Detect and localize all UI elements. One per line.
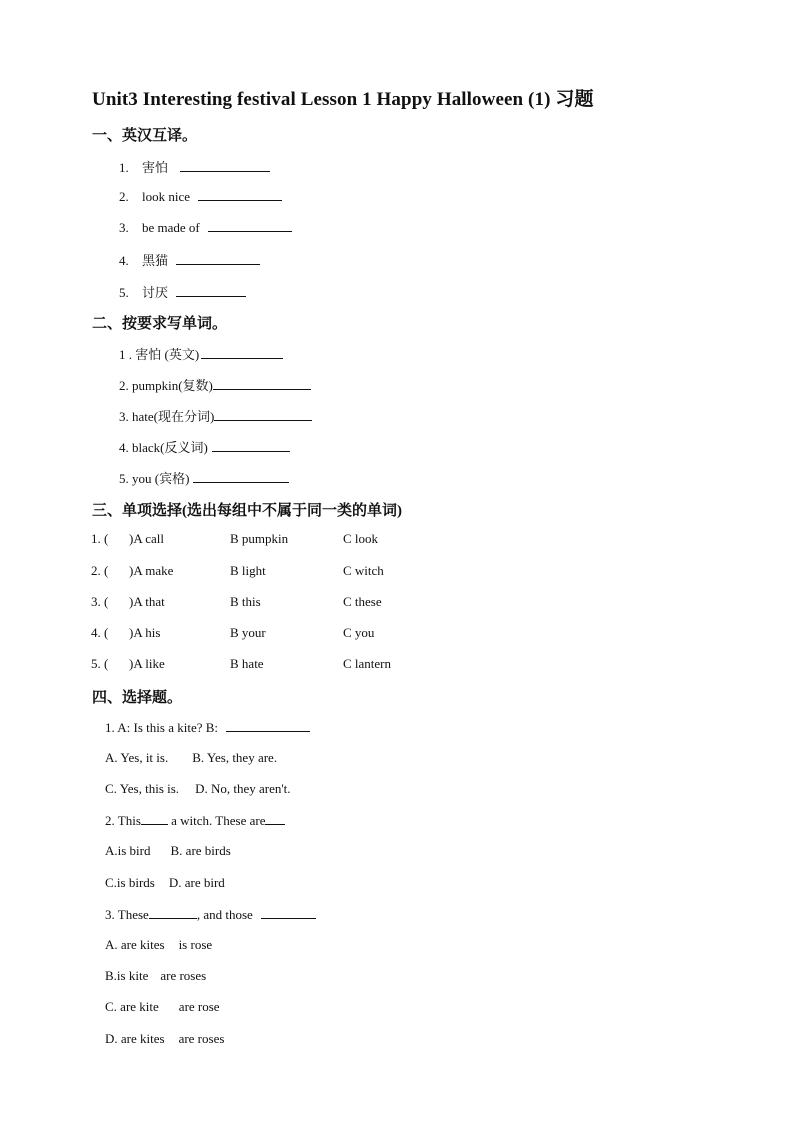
option-c[interactable]: C these xyxy=(343,594,382,609)
q2-stem: 2. This a witch. These are xyxy=(105,812,285,829)
q3-option-b[interactable]: B.is kite are roses xyxy=(105,968,207,983)
q3-option-c[interactable]: C. are kite are rose xyxy=(105,999,220,1014)
answer-blank[interactable] xyxy=(265,812,285,825)
option-b[interactable]: B light xyxy=(230,563,266,578)
q2-options-row-2 xyxy=(105,875,225,891)
answer-blank[interactable] xyxy=(180,159,270,172)
s1-item-5: 5. 讨厌 xyxy=(119,282,246,301)
option-a[interactable]: A.is bird xyxy=(105,843,151,858)
q1-options-row-2 xyxy=(105,781,291,797)
answer-blank[interactable] xyxy=(212,439,290,452)
answer-blank[interactable] xyxy=(141,812,168,825)
q1-stem: 1. A: Is this a kite? B: xyxy=(105,719,310,736)
s3-row-1: 1. ( )A call B pumpkin C look xyxy=(91,531,379,546)
option-b[interactable]: B hate xyxy=(230,656,264,671)
section-4-heading: 四、选择题。 xyxy=(92,690,183,706)
option-a[interactable]: )A call xyxy=(129,531,165,546)
page-title: Unit3 Interesting festival Lesson 1 Happy Halloween (1) 习题 xyxy=(92,89,594,110)
answer-blank[interactable] xyxy=(176,284,246,297)
s1-item-4: 4. 黑猫 xyxy=(119,250,260,269)
answer-blank[interactable] xyxy=(226,719,310,732)
s3-row-2: 2. ( )A make B light C witch xyxy=(91,563,384,578)
option-c[interactable]: C look xyxy=(343,531,379,546)
s2-item-1: 1 . 害怕 (英文) xyxy=(119,344,283,363)
answer-blank[interactable] xyxy=(213,377,311,390)
answer-blank[interactable] xyxy=(208,219,292,232)
option-b[interactable]: B. Yes, they are. xyxy=(192,750,278,765)
answer-blank[interactable] xyxy=(261,906,316,919)
answer-blank[interactable] xyxy=(149,906,197,919)
q2-options-row-1 xyxy=(105,843,231,859)
option-b[interactable]: B your xyxy=(230,625,266,640)
option-c[interactable]: C lantern xyxy=(343,656,392,671)
q3-option-d[interactable]: D. are kites are roses xyxy=(105,1031,225,1046)
option-b[interactable]: B pumpkin xyxy=(230,531,289,546)
s3-row-3: 3. ( )A that B this C these xyxy=(91,594,382,609)
section-2-heading: 二、按要求写单词。 xyxy=(92,316,228,332)
answer-blank[interactable] xyxy=(198,188,282,201)
s3-row-5: 5. ( )A like B hate C lantern xyxy=(91,656,392,671)
answer-blank[interactable] xyxy=(193,470,289,483)
option-c[interactable]: C witch xyxy=(343,563,384,578)
s1-item-2: 2. look nice xyxy=(119,188,282,205)
option-d[interactable]: D. No, they aren't. xyxy=(195,781,291,796)
option-c[interactable]: C.is birds xyxy=(105,875,155,890)
option-a[interactable]: )A make xyxy=(129,563,174,578)
option-c[interactable]: C you xyxy=(343,625,375,640)
s2-item-5: 5. you (宾格) xyxy=(119,468,289,487)
option-b[interactable]: B this xyxy=(230,594,261,609)
option-a[interactable]: )A like xyxy=(129,656,165,671)
section-3-heading: 三、单项选择(选出每组中不属于同一类的单词) xyxy=(92,503,402,519)
s3-row-4: 4. ( )A his B your C you xyxy=(91,625,375,640)
q1-options-row-1 xyxy=(105,750,277,766)
option-a[interactable]: )A that xyxy=(129,594,165,609)
q3-option-a[interactable]: A. are kites is rose xyxy=(105,937,213,952)
option-a[interactable]: A. Yes, it is. xyxy=(105,750,169,765)
option-d[interactable]: D. are bird xyxy=(168,875,225,890)
option-b[interactable]: B. are birds xyxy=(170,843,231,858)
s2-item-2: 2. pumpkin(复数) xyxy=(119,375,311,394)
answer-blank[interactable] xyxy=(214,408,312,421)
s2-item-4: 4. black(反义词) xyxy=(119,437,290,456)
option-a[interactable]: )A his xyxy=(129,625,161,640)
s1-item-3: 3. be made of xyxy=(119,219,292,236)
option-c[interactable]: C. Yes, this is. xyxy=(105,781,180,796)
answer-blank[interactable] xyxy=(201,346,283,359)
q3-stem: 3. These , and those xyxy=(105,906,316,923)
answer-blank[interactable] xyxy=(176,252,260,265)
s2-item-3: 3. hate(现在分词) xyxy=(119,406,312,425)
s1-item-1: 1. 害怕 xyxy=(119,157,270,176)
section-1-heading: 一、英汉互译。 xyxy=(92,128,198,144)
